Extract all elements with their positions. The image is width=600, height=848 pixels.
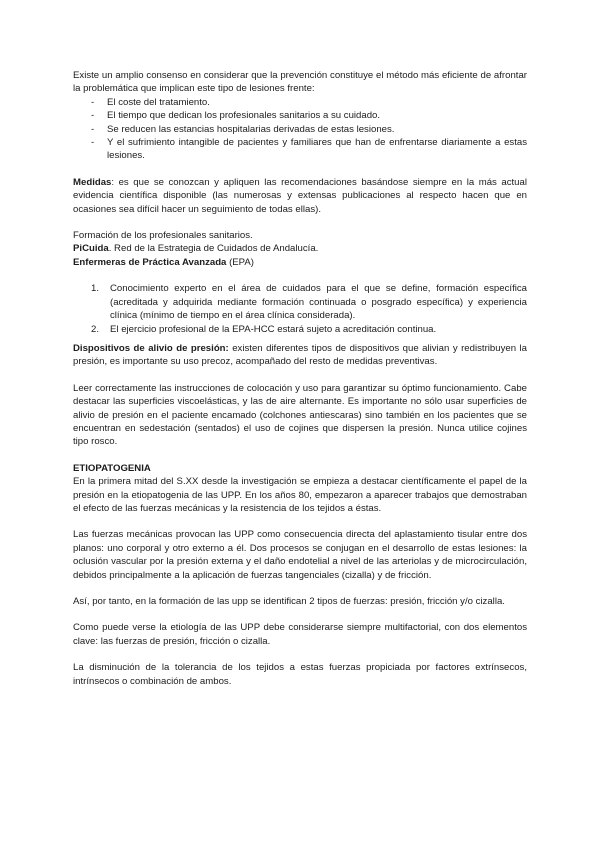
etiopatogenia-paragraph-2: Las fuerzas mecánicas provocan las UPP como consecuencia directa del aplastamiento tisular entre dos planos: uno corporal y otro externo a él. Dos procesos se conjugan en el desarrollo de estas lesiones: la oclusión vascular por la presión externa y el daño endotelial a nivel de las arteriolas y de microcirculación, debidos principalmente a la aplicación de fuerzas tangenciales (cizalla) y de fricción. [73,529,527,581]
list-item: - El tiempo que dedican los profesionales sanitarios a su cuidado. [91,110,381,122]
epa-line: Enfermeras de Práctica Avanzada (EPA) [73,256,254,268]
list-number: 1. [91,283,100,295]
list-number: 2. [91,323,100,335]
etiopatogenia-paragraph-3: Así, por tanto, en la formación de las upp se identifican 2 tipos de fuerzas: presión, fricción y/o cizalla. [73,596,505,607]
epa-list [73,282,527,336]
etiopatogenia-paragraph-1: En la primera mitad del S.XX desde la investigación se empieza a destacar científicamente el papel de la presión en la etiopatogenia de las UPP. En los años 80, empezaron a aparecer trabajos que demostraban el efecto de las fuerzas mecánicas y la resistencia de los tejidos a éstas. [73,476,527,514]
formacion-line: Formación de los profesionales sanitarios. [73,230,253,242]
list-marker: - [91,110,95,122]
dispositivos-paragraph: Dispositivos de alivio de presión: existen diferentes tipos de dispositivos que alivian y redistribuyen la presión, es importante su uso precoz, acompañado del resto de medidas preventivas. [73,342,527,368]
dispositivos-label: Dispositivos de alivio de presión: [73,342,229,354]
list-marker: - [91,96,95,108]
document-body [73,69,527,688]
intro-list [73,96,527,163]
list-item: 1. Conocimiento experto en el área de cuidados para el que se define, formación específica (acreditada y adquirida mediante formación continuada o posgrado específica) y experiencia clínica (mínimo de tiempo en el área clínica considerada). [91,283,527,322]
list-item: - Y el sufrimiento intangible de pacientes y familiares que han de enfrentarse diariamente a estas lesiones. [91,137,527,162]
list-item: - El coste del tratamiento. [91,96,210,108]
etiopatogenia-paragraph-5: La disminución de la tolerancia de los tejidos a estas fuerzas propiciada por factores extrínsecos, intrínsecos o combinación de ambos. [73,662,527,687]
section-heading: ETIOPATOGENIA [73,462,151,474]
picuida-label: PiCuida [73,243,109,255]
leer-paragraph: Leer correctamente las instrucciones de colocación y uso para garantizar su óptimo funcionamiento. Cabe destacar las superficies viscoelásticas, y las de aire alternante. Es importante no sólo usar superficies de alivio de presión en el paciente encamado (colchones antiescaras) sino también en los pacientes que se encuentran en sedestación (sentados) el uso de cojines que dispersen la presión. Nunca utilice cojines tipo rosco. [73,382,527,448]
epa-label: Enfermeras de Práctica Avanzada [73,256,227,268]
picuida-line: PiCuida. Red de la Estrategia de Cuidados de Andalucía. [73,243,319,255]
medidas-paragraph: Medidas: es que se conozcan y apliquen las recomendaciones basándose siempre en la más actual evidencia científica disponible (las numerosas y extensas publicaciones al respecto hacen que en ocasiones sea difícil hacer un seguimiento de todas ellas). [73,176,527,215]
list-marker: - [91,123,95,135]
intro-paragraph: Existe un amplio consenso en considerar que la prevención constituye el método más eficiente de afrontar la problemática que implican este tipo de lesiones frente: [73,70,527,95]
list-marker: - [91,137,95,149]
etiopatogenia-paragraph-4: Como puede verse la etiología de las UPP debe considerarse siempre multifactorial, con dos elementos clave: las fuerzas de presión, fricción o cizalla. [73,622,527,647]
list-item: - Se reducen las estancias hospitalarias derivadas de estas lesiones. [91,123,395,135]
list-item: 2. El ejercicio profesional de la EPA-HCC estará sujeto a acreditación continua. [91,323,437,335]
medidas-label: Medidas [73,176,112,188]
